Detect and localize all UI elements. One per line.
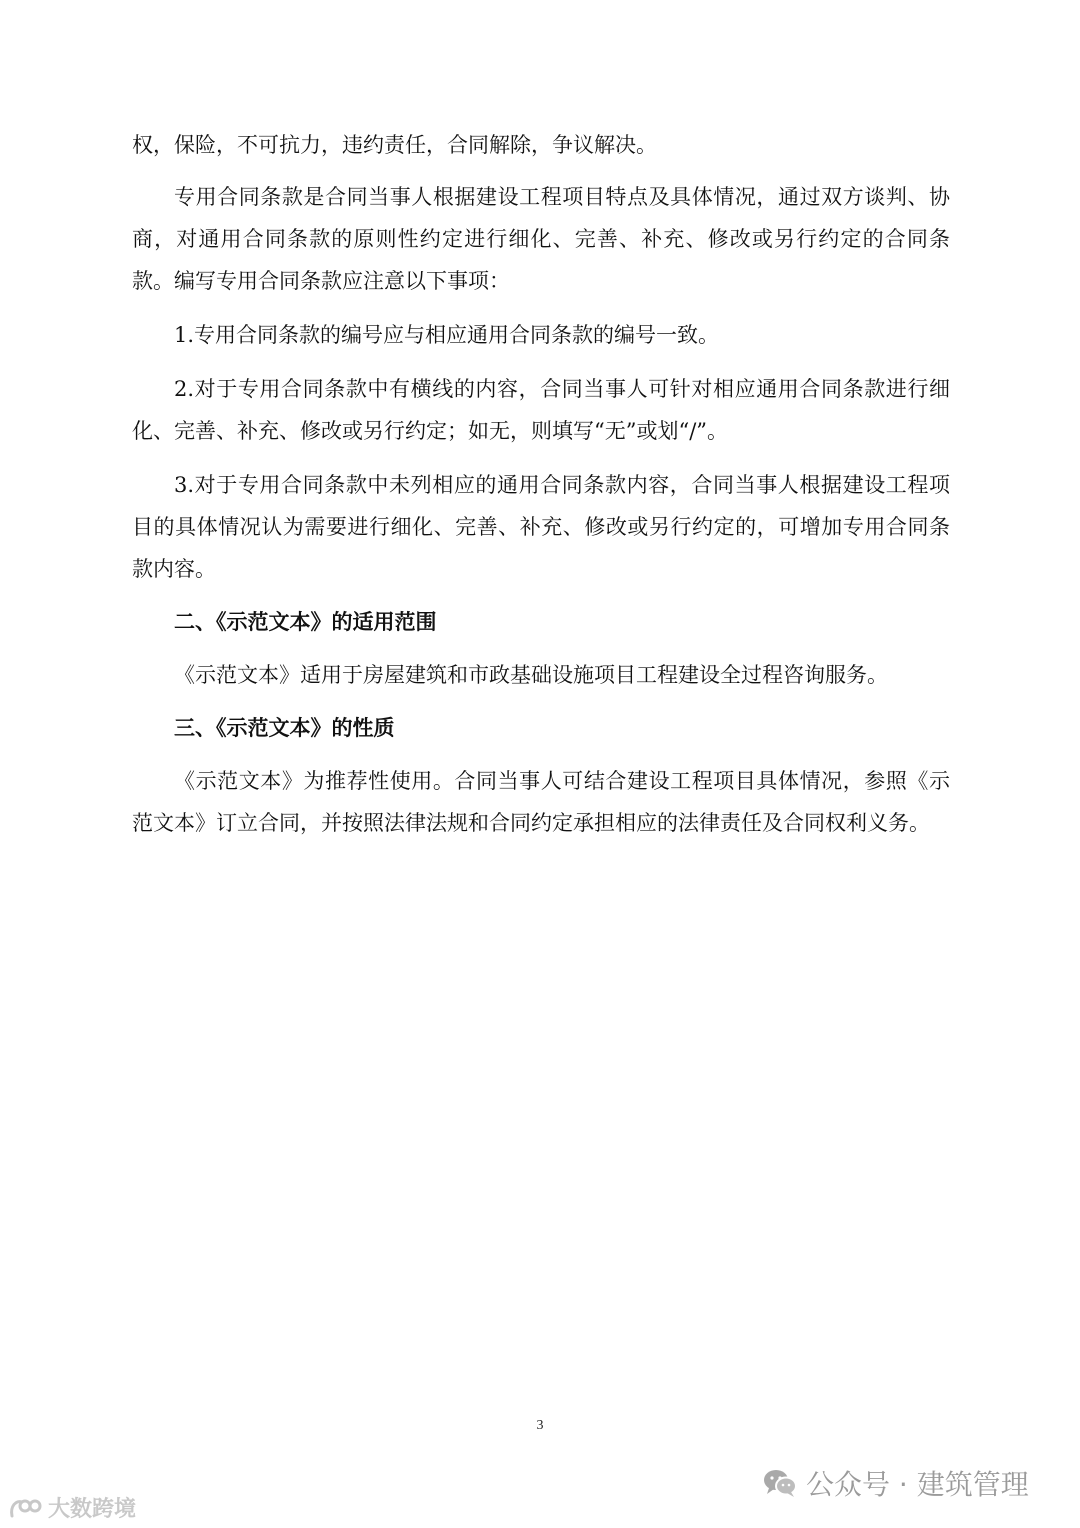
wechat-icon (762, 1467, 798, 1499)
special-clauses-paragraph: 专用合同条款是合同当事人根据建设工程项目特点及具体情况，通过双方谈判、协商，对通用合同条款的原则性约定进行细化、完善、补充、修改或另行约定的合同条款。编写专用合同条款应注意以下事项： (132, 185, 950, 293)
page-number: 3 (536, 1418, 544, 1433)
wechat-watermark (762, 1463, 1029, 1503)
scope-paragraph: 《示范文本》适用于房屋建筑和市政基础设施项目工程建设全过程咨询服务。 (174, 663, 888, 687)
nature-paragraph: 《示范文本》为推荐性使用。合同当事人可结合建设工程项目具体情况，参照《示范文本》订立合同，并按照法律法规和合同约定承担相应的法律责任及合同权利义务。 (132, 769, 950, 835)
list-item-1: 1.专用合同条款的编号应与相应通用合同条款的编号一致。 (174, 323, 720, 347)
intro-line: 权，保险，不可抗力，违约责任，合同解除，争议解决。 (132, 133, 657, 157)
section-heading-scope: 二、《示范文本》的适用范围 (174, 610, 437, 634)
section-heading-nature: 三、《示范文本》的性质 (174, 716, 395, 740)
brand-watermark (8, 1492, 136, 1523)
wechat-watermark-text: 公众号 · 建筑管理 (806, 1468, 1029, 1501)
brand-watermark-text: 大数跨境 (48, 1497, 137, 1522)
brand-logo-icon (8, 1496, 42, 1520)
list-item-3: 3.对于专用合同条款中未列相应的通用合同条款内容，合同当事人根据建设工程项目的具体情况认为需要进行细化、完善、补充、修改或另行约定的，可增加专用合同条款内容。 (132, 473, 950, 581)
list-item-2: 2.对于专用合同条款中有横线的内容，合同当事人可针对相应通用合同条款进行细化、完善、补充、修改或另行约定；如无，则填写“无”或划“/”。 (132, 377, 950, 443)
